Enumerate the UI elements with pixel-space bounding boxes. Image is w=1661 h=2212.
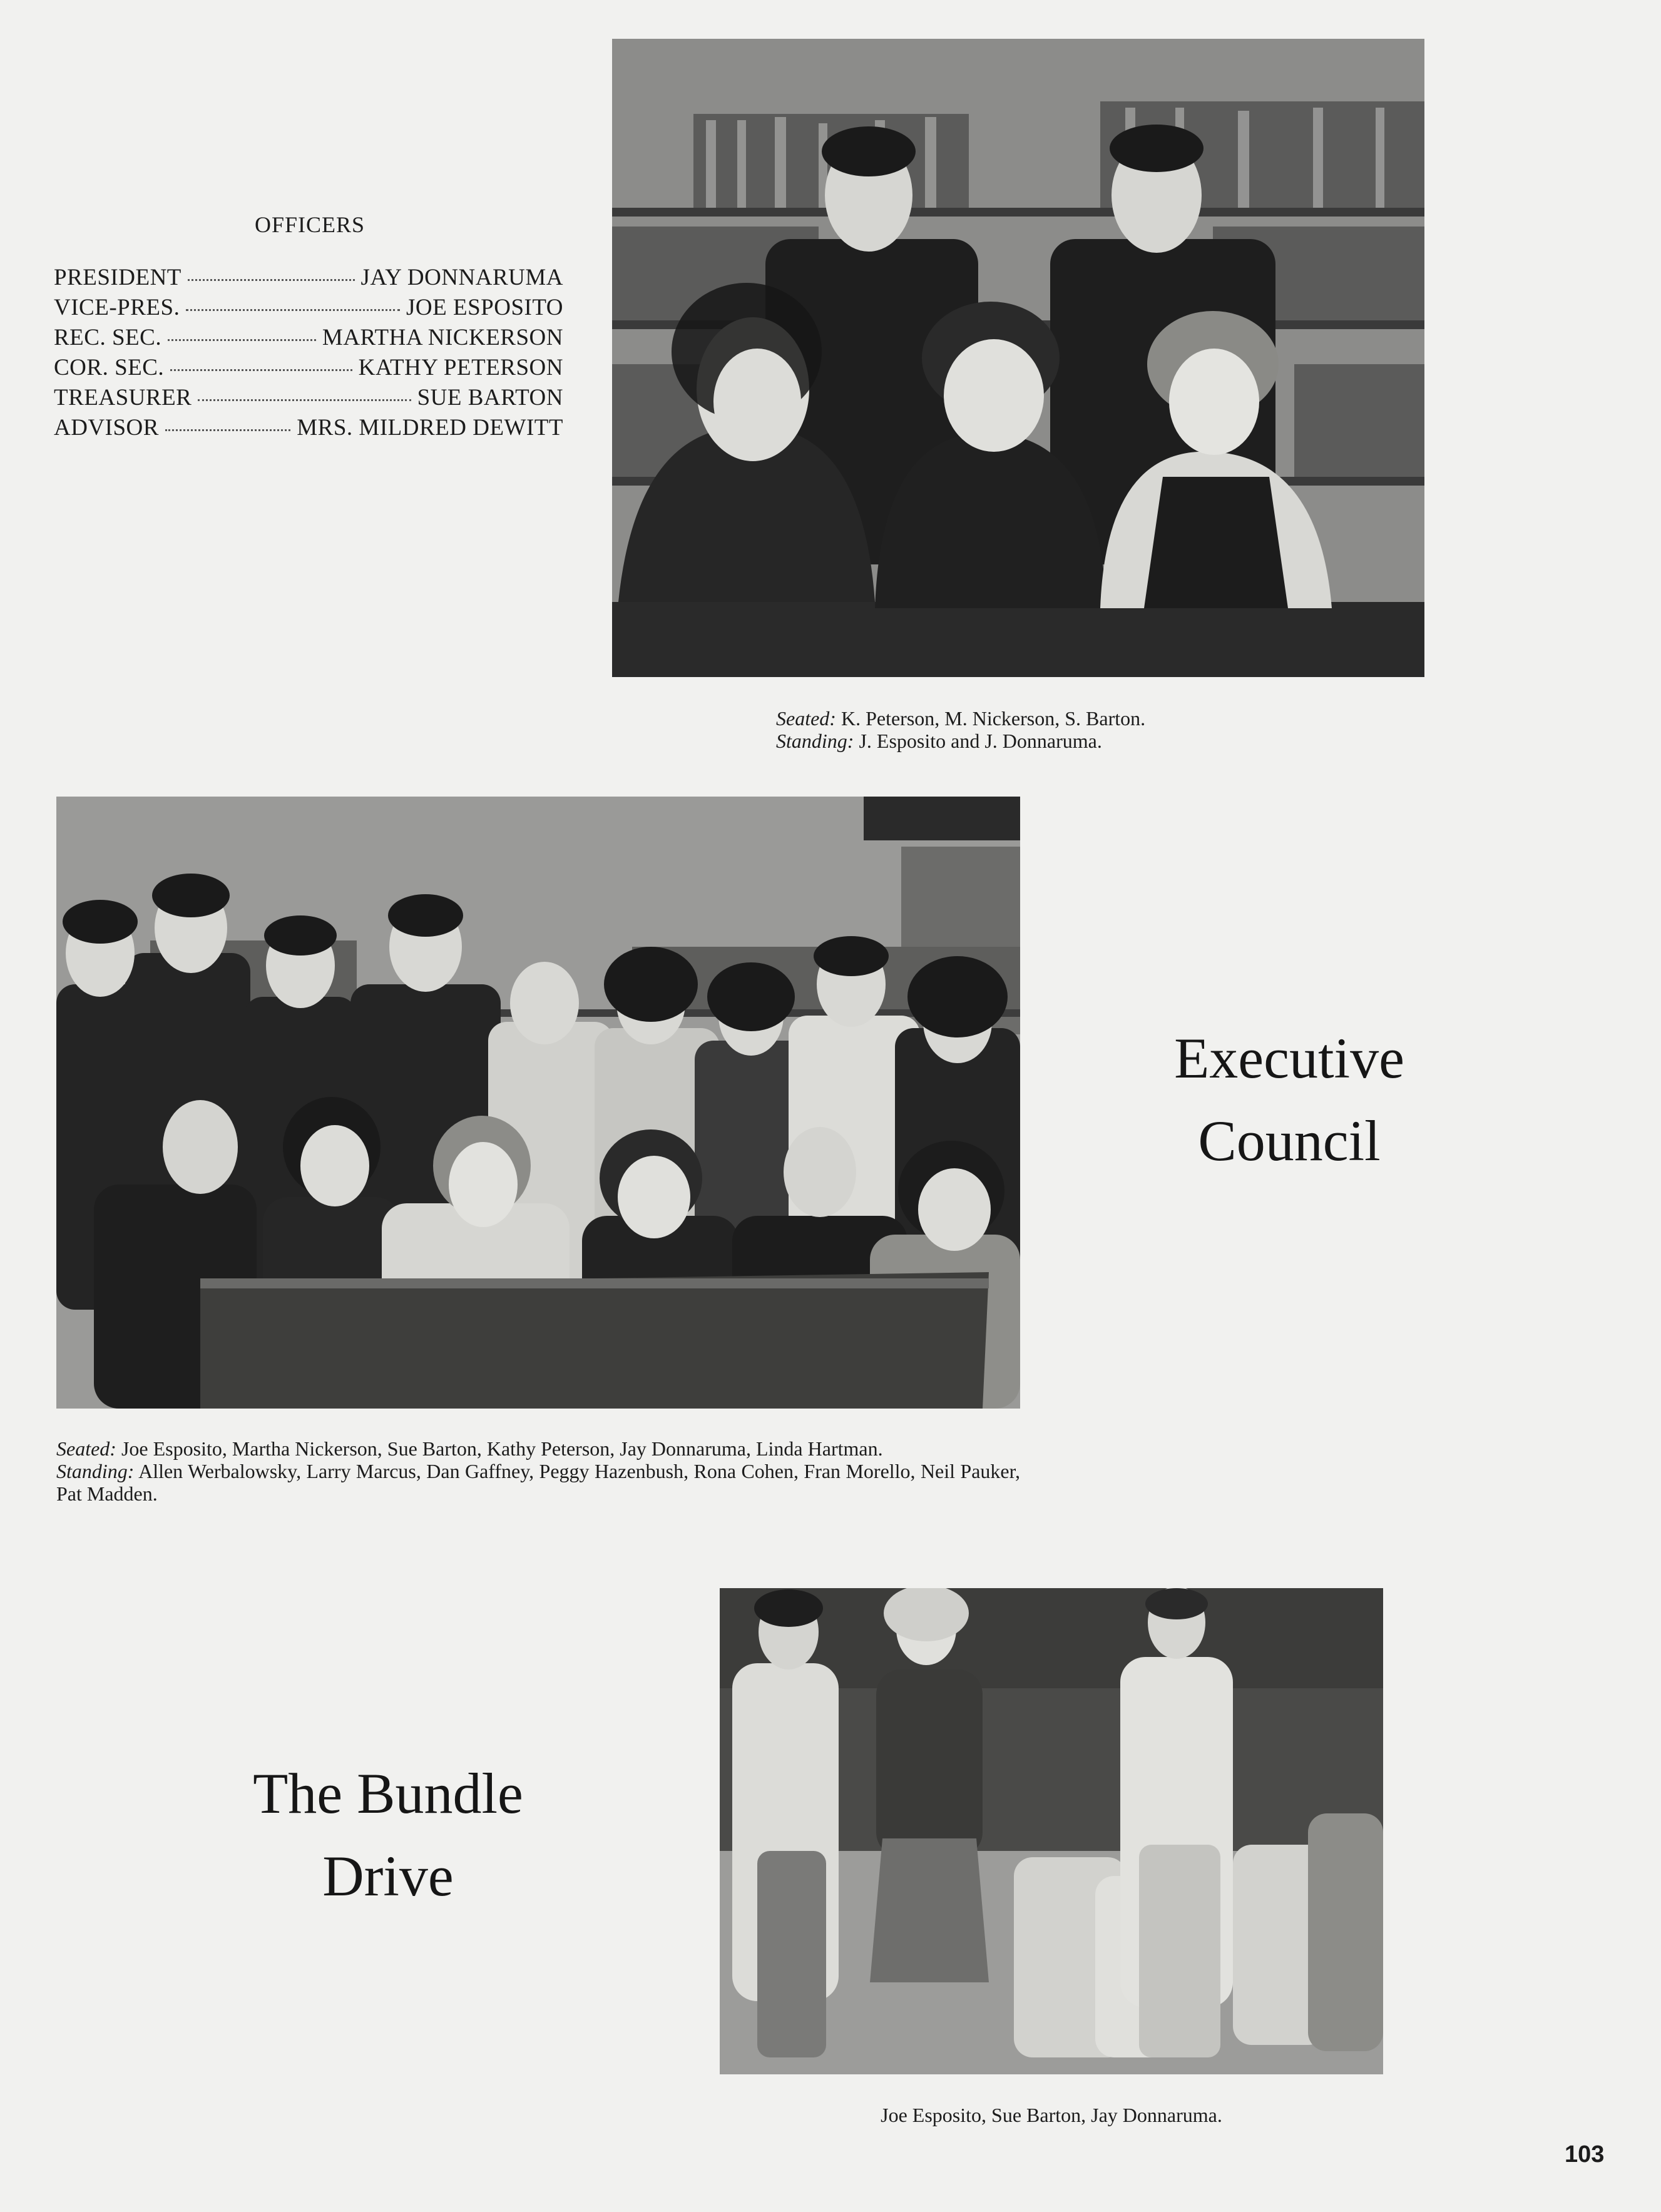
officer-name: MARTHA NICKERSON (322, 325, 563, 350)
officer-row-recording-secretary (54, 324, 563, 354)
council-photo-caption (56, 1437, 1020, 1505)
caption-seated-label: Seated: (776, 707, 836, 730)
officer-name: JOE ESPOSITO (406, 295, 563, 320)
officer-name: MRS. MILDRED DEWITT (297, 415, 563, 441)
heading-line: Executive (1174, 1026, 1404, 1090)
caption-standing-names: J. Esposito and J. Donnaruma. (859, 730, 1102, 752)
dotted-leader (188, 279, 355, 281)
caption-seated-names: K. Peterson, M. Nickerson, S. Barton. (841, 707, 1146, 730)
officers-photo-caption (776, 707, 1464, 752)
officer-row-president (54, 264, 563, 294)
bundle-photo-caption: Joe Esposito, Sue Barton, Jay Donnaruma. (881, 2104, 1222, 2126)
officer-role: REC. SEC. (54, 325, 162, 350)
officer-row-corresponding-secretary (54, 354, 563, 384)
dotted-leader (168, 339, 316, 341)
caption-seated-line (56, 1437, 1020, 1460)
council-photo-illustration (56, 797, 1020, 1409)
caption-seated-label: Seated: (56, 1437, 116, 1460)
caption-standing-line (56, 1460, 1020, 1505)
heading-line: Drive (322, 1844, 454, 1908)
officer-role: VICE-PRES. (54, 295, 180, 320)
dotted-leader (165, 429, 290, 431)
caption-standing-line (776, 730, 1464, 752)
dotted-leader (186, 309, 400, 311)
caption-standing-label: Standing: (776, 730, 854, 752)
officers-title: OFFICERS (254, 212, 365, 237)
officer-role: PRESIDENT (54, 265, 181, 290)
caption-seated-line (776, 707, 1464, 730)
heading-line: Council (1198, 1109, 1381, 1173)
officer-name: JAY DONNARUMA (360, 265, 563, 290)
officer-role: TREASURER (54, 385, 192, 410)
officers-list (54, 264, 563, 444)
officer-role: ADVISOR (54, 415, 159, 441)
council-group-photo (56, 797, 1020, 1409)
bundle-drive-photo (720, 1588, 1383, 2074)
officers-group-photo (612, 39, 1424, 677)
officers-photo-illustration (612, 39, 1424, 677)
executive-council-heading (1101, 1017, 1477, 1182)
page-number: 103 (1565, 2141, 1605, 2168)
officer-role: COR. SEC. (54, 355, 165, 380)
officer-name: SUE BARTON (417, 385, 563, 410)
officer-name: KATHY PETERSON (358, 355, 563, 380)
dotted-leader (170, 369, 352, 371)
officer-row-advisor (54, 414, 563, 444)
bundle-photo-illustration (720, 1588, 1383, 2074)
officer-row-treasurer (54, 384, 563, 414)
caption-seated-names: Joe Esposito, Martha Nickerson, Sue Barton, Kathy Peterson, Jay Donnaruma, Linda Hartman. (121, 1437, 883, 1460)
dotted-leader (198, 399, 411, 401)
caption-standing-label: Standing: (56, 1460, 135, 1482)
bundle-drive-heading (188, 1752, 588, 1917)
caption-standing-names: Allen Werbalowsky, Larry Marcus, Dan Gaffney, Peggy Hazenbush, Rona Cohen, Fran Morello, Neil Pauker, Pat Madden. (56, 1460, 1021, 1505)
officer-row-vice-president (54, 294, 563, 324)
heading-line: The Bundle (253, 1761, 523, 1825)
